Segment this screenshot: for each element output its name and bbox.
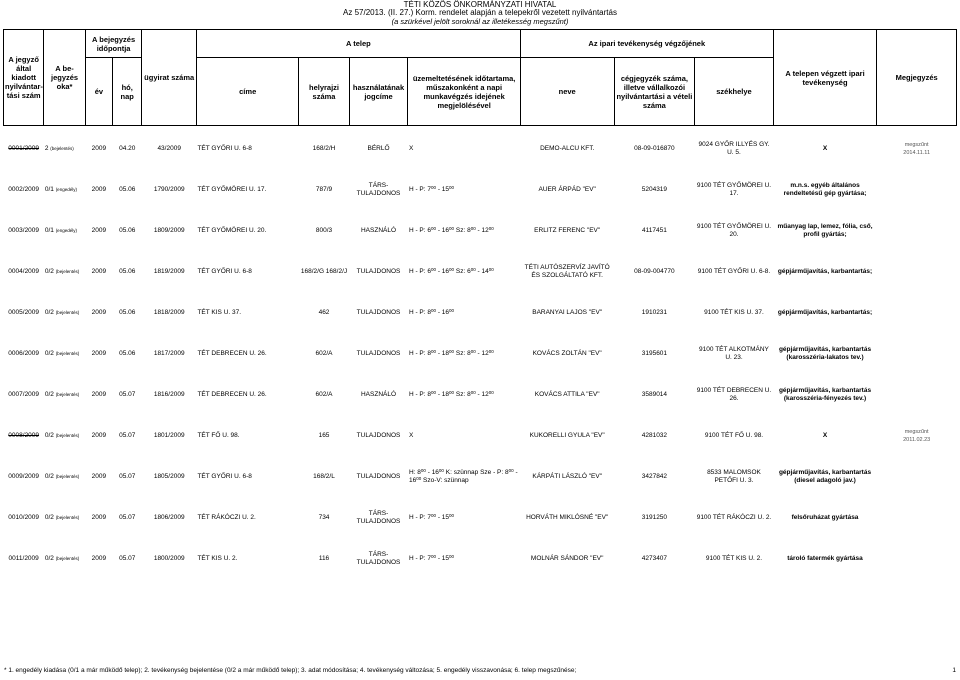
site-address: TÉT GYŐRI U. 6-8 [197, 144, 252, 152]
operator-name: ERLITZ FERENC "EV" [534, 226, 601, 234]
site-address: TÉT RÁKÓCZI U. 2. [197, 513, 256, 521]
record-year: 2009 [91, 144, 107, 152]
activity: X [822, 144, 828, 152]
operator-seat: 8533 MALOMSOK PETŐFI U. 3. [707, 468, 761, 484]
site-usage-title: TÁRS-TULAJDONOS [356, 181, 401, 197]
col-header-name: neve [520, 58, 614, 126]
col-header-type: A be-jegyzés oka* [44, 30, 85, 126]
record-type-label: (bejelentés) [55, 391, 80, 397]
table-row [4, 417, 957, 454]
register-title: Az 57/2013. (II. 27.) Korm. rendelet alapján a telepekről vezetett nyilvántartás [343, 8, 617, 17]
office-name: TÉTI KÖZÖS ÖNKORMÁNYZATI HIVATAL [403, 0, 557, 9]
record-type [44, 540, 85, 577]
site-lot-number: 734 [318, 513, 330, 521]
record-type [44, 253, 85, 290]
record-number: 0004/2009 [8, 267, 40, 275]
operator-name: HORVÁTH MIKLÓSNÉ "EV" [526, 513, 609, 521]
operator-registry: 3191250 [641, 513, 668, 521]
record-type [44, 130, 85, 167]
site-address: TÉT KIS U. 2. [197, 554, 238, 562]
record-monthday: 05.07 [119, 513, 136, 521]
activity: gépjárműjavítás, karbantartás (karosszéria-lakatos tev.) [778, 345, 872, 361]
activity: műanyag lap, lemez, fólia, cső, profil gyártás; [777, 222, 873, 238]
table-row [4, 212, 957, 249]
col-header-num: A jegyző által kiadott nyilvántar-tási szám [4, 30, 44, 126]
operator-seat: 9100 TÉT KIS U. 2. [705, 554, 763, 562]
table-row [4, 499, 957, 536]
operating-hours: X [408, 431, 414, 439]
site-address: TÉT DEBRECEN U. 26. [197, 349, 267, 357]
record-type-label: (bejelentés) [55, 350, 80, 356]
site-address: TÉT DEBRECEN U. 26. [197, 390, 267, 398]
record-note [877, 499, 957, 536]
activity: m.n.s. egyéb általános rendeltetésű gép gyártása; [783, 181, 867, 197]
operator-seat: 9100 TÉT RÁKÓCZI U. 2. [696, 513, 772, 521]
col-header-usage: használatának jogcíme [349, 58, 408, 126]
operating-hours: H - P: $6^{00} - 16^{00}$ Sz: $8^{00} - 12^{00}$ [408, 225, 494, 234]
operator-name: TÉTI AUTÓSZERVÍZ JAVÍTÓ ÉS SZOLGÁLTATÓ KFT. [524, 263, 610, 279]
record-type [44, 335, 85, 372]
table-row [4, 171, 957, 208]
record-note [877, 376, 957, 413]
site-lot-number: 602/A [315, 349, 333, 357]
register-table [3, 29, 957, 577]
record-type-code: 0/1 [44, 226, 54, 234]
record-number: 0006/2009 [8, 349, 40, 357]
col-header-activity: A telepen végzett ipari tevékenység [773, 30, 877, 126]
operating-hours: H - P: $8^{00} - 18^{00}$ Sz: $8^{00} - 12^{00}$ [408, 389, 494, 398]
operator-name: KUKORELLI GYULA "EV" [529, 431, 605, 439]
operating-hours: H: $8^{00} - 16^{00}$ K: szünnap Sze - P: $8^{00} - 16^{00}$ Szo-V: szünnap [408, 467, 518, 484]
register-subtitle: (a szürkével jelölt soroknál az illetékesség megszűnt) [391, 17, 569, 26]
site-usage-title: TULAJDONOS [356, 431, 401, 439]
record-monthday: 05.06 [119, 349, 136, 357]
operator-registry: 3427842 [641, 472, 668, 480]
record-year: 2009 [91, 513, 107, 521]
record-file-number: 1819/2009 [153, 267, 185, 275]
record-type-code: 0/2 [44, 513, 54, 521]
record-note [877, 212, 957, 249]
record-type-code: 0/2 [44, 431, 54, 439]
record-monthday: 05.07 [119, 554, 136, 562]
record-number: 0011/2009 [8, 554, 39, 562]
site-lot-number: 462 [318, 308, 330, 316]
note-date: 2011.02.23 [903, 436, 931, 443]
activity: X [822, 431, 828, 439]
operator-seat: 9100 TÉT KIS U. 37. [704, 308, 764, 316]
activity: gépjárműjavítás, karbantartás (diesel adagoló jav.) [778, 468, 872, 484]
operating-hours: H - P: $8^{00} - 18^{00}$ Sz: $8^{00} - 12^{00}$ [408, 348, 494, 357]
record-year: 2009 [91, 185, 107, 193]
record-note [877, 171, 957, 208]
record-type [44, 294, 85, 331]
record-number: 0010/2009 [8, 513, 40, 521]
operator-name: MOLNÁR SÁNDOR "EV" [530, 554, 604, 562]
operator-registry: 1910231 [641, 308, 668, 316]
record-number: 0003/2009 [8, 226, 40, 234]
activity: tároló fatermék gyártása [787, 554, 863, 562]
record-number: 0009/2009 [8, 472, 40, 480]
col-header-year: év [85, 58, 112, 126]
record-monthday: 05.06 [119, 308, 136, 316]
record-year: 2009 [91, 226, 107, 234]
operator-seat: 9100 TÉT DEBRECEN U. 26. [696, 386, 772, 402]
record-file-number: 1806/2009 [153, 513, 185, 521]
record-type-code: 2 [44, 144, 49, 152]
site-lot-number: 168/2/G 168/2/J [300, 267, 348, 275]
record-type [44, 376, 85, 413]
note-status: megszűnt [904, 428, 929, 435]
record-monthday: 05.06 [119, 226, 136, 234]
record-note [877, 130, 957, 167]
operator-registry: 3589014 [641, 390, 668, 398]
record-monthday: 05.06 [119, 267, 136, 275]
operator-registry: 08-09-016870 [634, 144, 675, 152]
operator-name: BARANYAI LAJOS "EV" [532, 308, 603, 316]
note-status: megszűnt [904, 141, 929, 148]
record-type-label: (bejelentés) [50, 145, 74, 151]
record-type-label: (bejelentés) [55, 309, 80, 315]
table-row [4, 540, 957, 577]
record-monthday: 05.07 [119, 390, 136, 398]
record-type-code: 0/2 [44, 472, 54, 480]
operating-hours: H - P: $7^{00} - 15^{00}$ [408, 184, 455, 193]
record-year: 2009 [91, 349, 107, 357]
record-number: 0008/2009 [8, 431, 40, 439]
table-row [4, 376, 957, 413]
record-type-code: 0/2 [44, 554, 54, 562]
site-usage-title: TÁRS-TULAJDONOS [356, 550, 401, 566]
site-lot-number: 787/9 [315, 185, 333, 193]
site-address: TÉT FŐ U. 98. [197, 431, 240, 439]
table-row [4, 458, 957, 495]
site-usage-title: TULAJDONOS [356, 472, 401, 480]
record-file-number: 1805/2009 [153, 472, 185, 480]
table-row [4, 294, 957, 331]
operating-hours: H - P: $7^{00} - 15^{00}$ [408, 512, 455, 521]
record-file-number: 1816/2009 [153, 390, 185, 398]
col-header-site: A telep [196, 30, 520, 58]
site-lot-number: 168/2/H [312, 144, 336, 152]
record-type-label: (bejelentés) [55, 555, 80, 561]
record-file-number: 1800/2009 [153, 554, 185, 562]
site-lot-number: 116 [318, 554, 330, 562]
record-year: 2009 [91, 472, 107, 480]
table-row [4, 335, 957, 372]
col-header-address: címe [196, 58, 298, 126]
operator-name: DEMO-ALCU KFT. [540, 144, 595, 152]
record-monthday: 05.07 [119, 472, 136, 480]
record-year: 2009 [91, 267, 107, 275]
table-row [4, 130, 957, 167]
site-usage-title: HASZNÁLÓ [360, 226, 397, 234]
operating-hours: H - P: $7^{00} - 15^{00}$ [408, 553, 455, 562]
operator-registry: 08-09-004770 [634, 267, 675, 275]
record-type-label: (engedély) [55, 186, 77, 192]
operator-seat: 9100 TÉT ALKOTMÁNY U. 23. [699, 345, 769, 361]
record-monthday: 04.20 [119, 144, 136, 152]
col-header-date: A bejegyzés időpontja [85, 30, 142, 58]
record-note [877, 335, 957, 372]
operator-registry: 3195601 [641, 349, 668, 357]
record-type-code: 0/2 [44, 349, 54, 357]
site-lot-number: 800/3 [315, 226, 333, 234]
site-usage-title: TULAJDONOS [356, 267, 401, 275]
site-usage-title: TULAJDONOS [356, 308, 401, 316]
site-address: TÉT KIS U. 37. [197, 308, 242, 316]
operator-seat: 9024 GYŐR ILLYÉS GY. U. 5. [698, 140, 770, 156]
record-year: 2009 [91, 431, 107, 439]
record-file-number: 1818/2009 [153, 308, 185, 316]
operator-registry: 5204319 [641, 185, 668, 193]
operator-name: AUER ÁRPÁD "EV" [538, 185, 596, 193]
col-header-hours: üzemeltetésének időtartama, műszakonként a napi munkavégzés idejének megjelölésével [408, 58, 520, 126]
operator-registry: 4117451 [641, 226, 667, 234]
activity: gépjárműjavítás, karbantartás (karosszéria-fényezés tev.) [778, 386, 872, 402]
site-address: TÉT GYŐMÖREI U. 20. [197, 226, 267, 234]
activity: felsőruházat gyártása [791, 513, 859, 521]
site-usage-title: TULAJDONOS [356, 349, 401, 357]
activity: gépjárműjavítás, karbantartás; [777, 308, 873, 316]
record-file-number: 1790/2009 [153, 185, 185, 193]
col-header-file: ügyirat száma [142, 30, 197, 126]
operator-registry: 4281032 [641, 431, 668, 439]
record-number: 0001/2009 [8, 144, 40, 152]
site-address: TÉT GYŐRI U. 6-8 [197, 267, 252, 275]
table-row [4, 253, 957, 290]
page-number: 1 [952, 667, 956, 674]
operator-seat: 9100 TÉT GYŐMÖREI U. 17. [696, 181, 772, 197]
operator-name: KOVÁCS ATTILA "EV" [534, 390, 600, 398]
record-type [44, 417, 85, 454]
record-monthday: 05.07 [119, 431, 136, 439]
col-header-monthday: hó, nap [113, 58, 142, 126]
record-monthday: 05.06 [119, 185, 136, 193]
operator-name: KOVÁCS ZOLTÁN "EV" [532, 349, 602, 357]
record-type-label: (bejelentés) [55, 432, 80, 438]
operator-seat: 9100 TÉT GYŐRI U. 6-8. [697, 267, 771, 275]
record-type-label: (bejelentés) [55, 514, 80, 520]
record-file-number: 1809/2009 [153, 226, 185, 234]
record-year: 2009 [91, 554, 107, 562]
footer-legend: * 1. engedély kiadása (0/1 a már működő telep); 2. tevékenység bejelentése (0/2 a már működő telep); 3. adat módosítása; 4. tevékenység változása; 5. engedély visszavonása; 6. telep megszűnése; [4, 667, 577, 674]
operator-name: KÁRPÁTI LÁSZLÓ "EV" [532, 472, 602, 480]
record-file-number: 1801/2009 [153, 431, 185, 439]
site-lot-number: 602/A [315, 390, 333, 398]
site-usage-title: TÁRS-TULAJDONOS [356, 509, 401, 525]
site-usage-title: BÉRLŐ [367, 144, 390, 152]
operating-hours: H - P: $8^{00} - 16^{00}$ [408, 307, 455, 316]
record-year: 2009 [91, 308, 107, 316]
col-header-notes: Megjegyzés [877, 30, 957, 126]
site-usage-title: HASZNÁLÓ [360, 390, 397, 398]
col-header-lot: helyrajzi száma [299, 58, 349, 126]
record-number: 0005/2009 [8, 308, 40, 316]
record-type [44, 458, 85, 495]
record-file-number: 43/2009 [157, 144, 181, 152]
note-date: 2014.11.11 [903, 149, 931, 156]
operator-registry: 4273407 [641, 554, 668, 562]
record-number: 0007/2009 [8, 390, 40, 398]
register-body [4, 126, 957, 578]
col-header-reg: cégjegyzék száma, illetve vállalkozói nyilvántartási a vételi száma [614, 58, 695, 126]
col-header-seat: székhelye [695, 58, 774, 126]
record-year: 2009 [91, 390, 107, 398]
record-note [877, 540, 957, 577]
record-file-number: 1817/2009 [153, 349, 185, 357]
record-note [877, 294, 957, 331]
operator-seat: 9100 TÉT GYŐMÖREI U. 20. [696, 222, 772, 238]
record-type [44, 171, 85, 208]
operator-seat: 9100 TÉT FŐ U. 98. [704, 431, 764, 439]
col-header-operator: Az ipari tevékenység végzőjének [520, 30, 773, 58]
record-type-code: 0/1 [44, 185, 54, 193]
record-type-code: 0/2 [44, 267, 54, 275]
record-type [44, 212, 85, 249]
record-note [877, 458, 957, 495]
footer [4, 667, 956, 674]
record-type-label: (bejelentés) [55, 268, 80, 274]
record-note [877, 253, 957, 290]
site-address: TÉT GYŐMÖREI U. 17. [197, 185, 267, 193]
record-type-code: 0/2 [44, 390, 54, 398]
record-number: 0002/2009 [8, 185, 40, 193]
record-type-label: (engedély) [55, 227, 77, 233]
operating-hours: X [408, 144, 414, 152]
site-address: TÉT GYŐRI U. 6-8 [197, 472, 252, 480]
activity: gépjárműjavítás, karbantartás; [777, 267, 873, 275]
site-lot-number: 165 [318, 431, 330, 439]
site-lot-number: 168/2/L [313, 472, 335, 480]
record-note [877, 417, 957, 454]
operating-hours: H - P: $6^{00} - 16^{00}$ Sz: $6^{00} - 14^{00}$ [408, 266, 494, 275]
record-type [44, 499, 85, 536]
record-type-label: (bejelentés) [55, 473, 80, 479]
record-type-code: 0/2 [44, 308, 54, 316]
